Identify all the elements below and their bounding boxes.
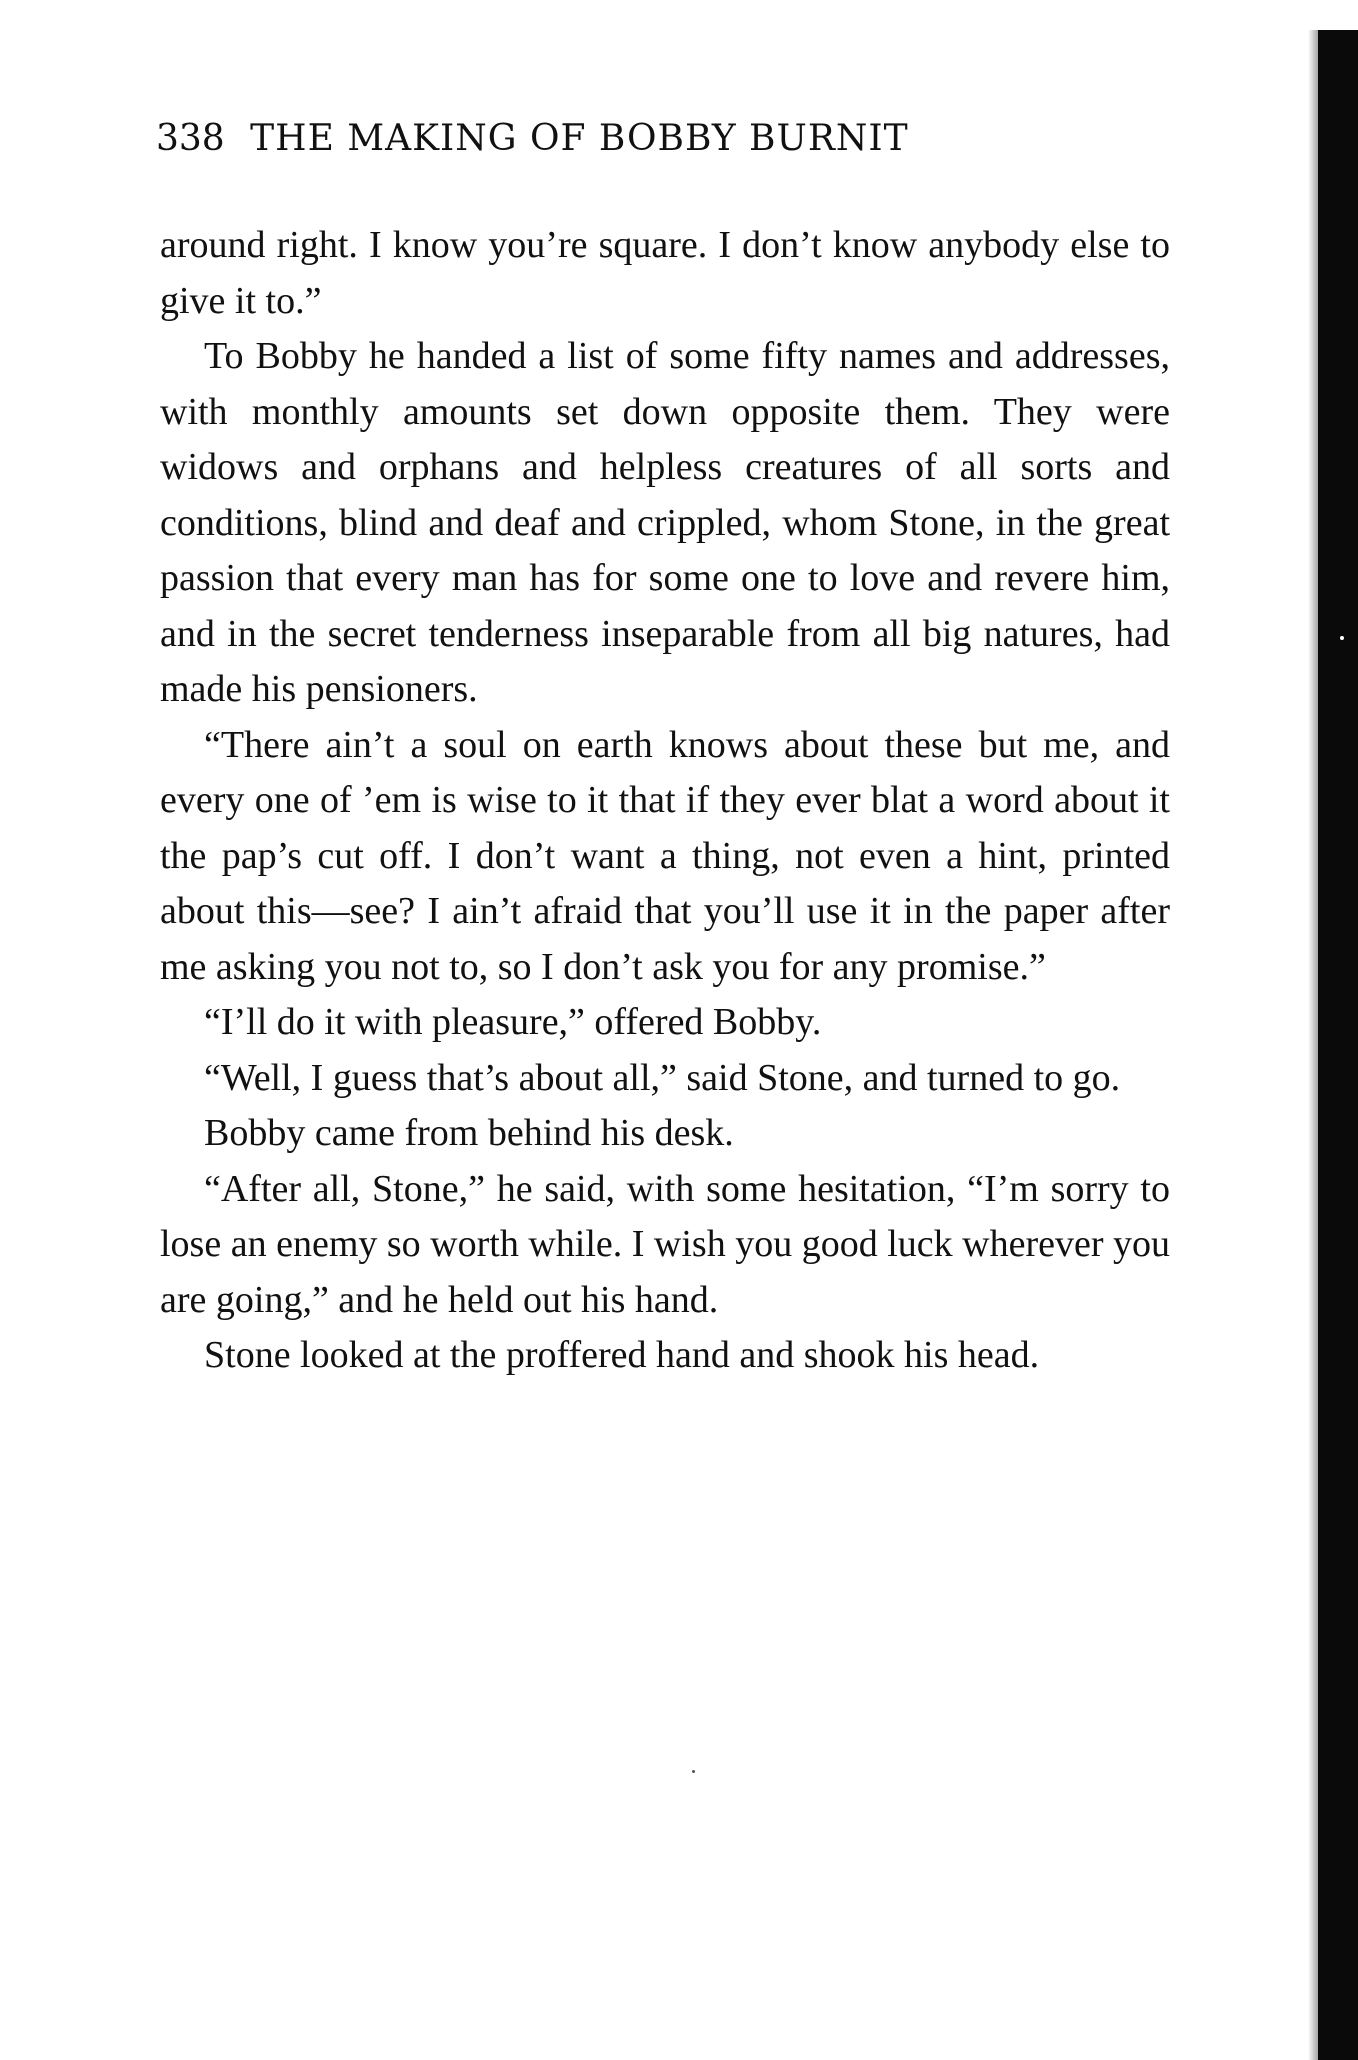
running-head	[156, 118, 1196, 168]
paragraph-bobby-farewell: “After all, Stone,” he said, with some hesitation, “I’m sorry to lose an enemy so worth while. I wish you good luck wherever you are going,” and he held out his hand.	[160, 1167, 1170, 1321]
paragraph-stone-request: “There ain’t a soul on earth knows about these but me, and every one of ’em is wise to it that if they ever blat a word about it the pap’s cut off. I don’t want a thing, not even a hint, printed about this—see? I ain’t afraid that you’ll use it in the paper after me asking you not to, so I don’t ask you for any promise.”	[160, 723, 1170, 988]
paragraph-stone-refuses: Stone looked at the proffered hand and shook his head.	[204, 1334, 1040, 1376]
paragraph-bobby-offer: “I’ll do it with pleasure,” offered Bobby.	[204, 1001, 822, 1043]
page-number: 338	[156, 118, 225, 159]
paragraph-pensioners-list: To Bobby he handed a list of some fifty names and addresses, with monthly amounts set down opposite them. They were widows and orphans and helpless creatures of all sorts and conditions, blind and deaf and crippled, whom Stone, in the great passion that every man has for some one to love and revere him, and in the secret tenderness inseparable from all big natures, had made his pensioners.	[160, 335, 1170, 710]
scan-binding-shadow	[1318, 30, 1358, 2060]
paragraph-bobby-rises: Bobby came from behind his desk.	[204, 1112, 734, 1154]
scan-speck	[1340, 636, 1344, 640]
body-text	[160, 218, 1170, 1384]
paragraph-continued: around right. I know you’re square. I don’t know anybody else to give it to.”	[160, 224, 1170, 322]
scan-speck	[692, 1770, 695, 1773]
paragraph-stone-turns: “Well, I guess that’s about all,” said Stone, and turned to go.	[204, 1056, 1121, 1099]
book-title: THE MAKING OF BOBBY BURNIT	[250, 118, 909, 159]
